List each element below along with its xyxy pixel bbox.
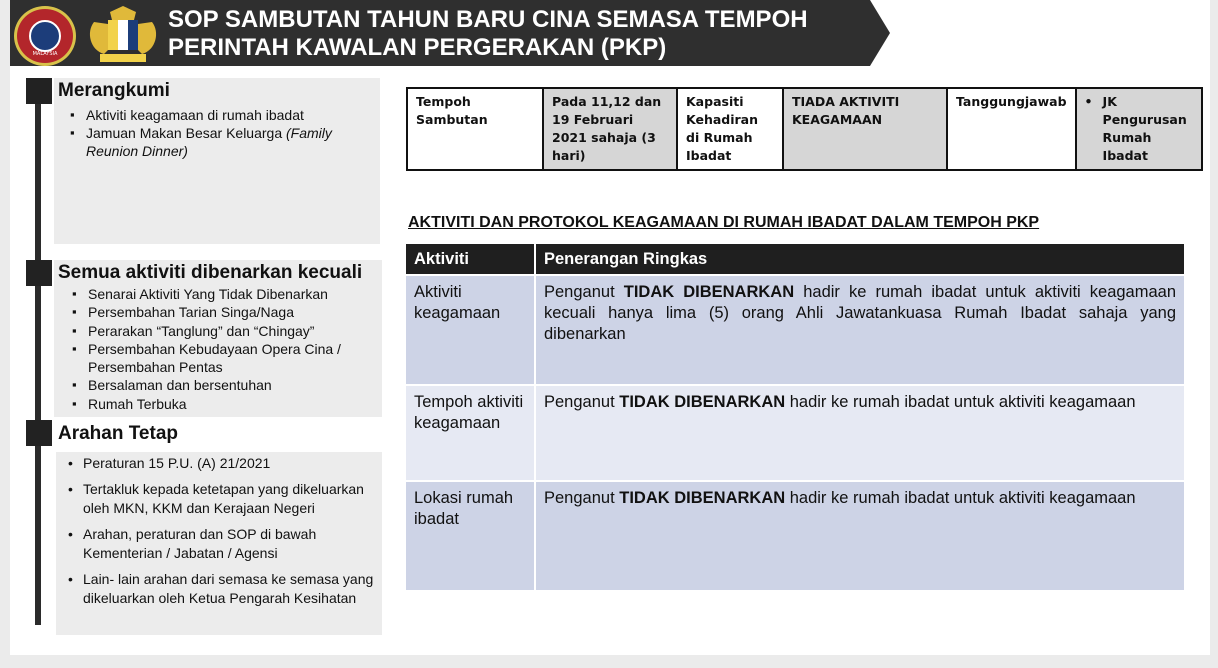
page-title-line2: PERINTAH KAWALAN PERGERAKAN (PKP) — [168, 34, 667, 61]
info-cell-text: JK Pengurusan Rumah Ibadat — [1102, 94, 1187, 163]
nsc-logo — [14, 6, 76, 66]
nsc-emblem-icon — [29, 20, 61, 52]
list-item: ▪ Perarakan “Tanglung” dan “Chingay” — [72, 322, 374, 340]
dibenarkan-list — [54, 285, 382, 413]
list-item: ▪ Senarai Aktiviti Yang Tidak Dibenarkan — [72, 285, 374, 303]
section-marker — [26, 260, 52, 286]
table-row — [406, 384, 1186, 480]
activity-cell: Tempoh aktiviti keagamaan — [406, 384, 536, 480]
nsc-logo-text: MALAYSIA — [32, 51, 58, 57]
activity-cell: Lokasi rumah ibadat — [406, 480, 536, 590]
section-box-merangkumi — [54, 104, 380, 244]
list-item: • Peraturan 15 P.U. (A) 21/2021 — [66, 454, 374, 473]
column-header: Aktiviti — [406, 244, 536, 274]
section-box-arahan — [56, 452, 382, 635]
info-cell: Pada 11,12 dan 19 Februari 2021 sahaja (3 hari) — [543, 88, 677, 170]
list-item: • Arahan, peraturan dan SOP di bawah Kementerian / Jabatan / Agensi — [66, 525, 374, 563]
activity-heading: AKTIVITI DAN PROTOKOL KEAGAMAAN DI RUMAH IBADAT DALAM TEMPOH PKP — [408, 214, 1040, 231]
list-item: • Tertakluk kepada ketetapan yang dikeluarkan oleh MKN, KKM dan Kerajaan Negeri — [66, 480, 374, 518]
list-item: ▪ Aktiviti keagamaan di rumah ibadat — [70, 106, 374, 124]
activity-cell: Aktiviti keagamaan — [406, 274, 536, 384]
table-row — [407, 88, 1202, 170]
info-cell — [1076, 88, 1202, 170]
table-row — [406, 480, 1186, 590]
arahan-list — [56, 452, 382, 608]
info-cell: Tempoh Sambutan — [407, 88, 543, 170]
activity-table — [406, 244, 1186, 590]
column-header: Penerangan Ringkas — [536, 244, 1186, 274]
info-cell: Tanggungjawab — [947, 88, 1076, 170]
merangkumi-list — [54, 104, 380, 160]
info-table — [406, 87, 1203, 171]
slide — [10, 0, 1210, 655]
list-item: ▪ Persembahan Kebudayaan Opera Cina / Persembahan Pentas — [72, 340, 374, 377]
section-marker — [26, 420, 52, 446]
timeline-bar — [35, 95, 41, 625]
description-cell: Penganut TIDAK DIBENARKAN hadir ke rumah ibadat untuk aktiviti keagamaan — [536, 480, 1186, 590]
bullet-icon: • — [1084, 94, 1093, 109]
info-cell: TIADA AKTIVITI KEAGAMAAN — [783, 88, 947, 170]
list-item: • Lain- lain arahan dari semasa ke semasa yang dikeluarkan oleh Ketua Pengarah Kesihatan — [66, 570, 374, 608]
list-item: ▪ Rumah Terbuka — [72, 395, 374, 413]
section-marker — [26, 78, 52, 104]
description-cell: Penganut TIDAK DIBENARKAN hadir ke rumah ibadat untuk aktiviti keagamaan — [536, 384, 1186, 480]
info-cell: Kapasiti Kehadiran di Rumah Ibadat — [677, 88, 783, 170]
section-title-arahan: Arahan Tetap — [58, 423, 179, 444]
list-item: ▪ Persembahan Tarian Singa/Naga — [72, 303, 374, 321]
coat-of-arms-icon — [84, 2, 162, 66]
section-title-dibenarkan: Semua aktiviti dibenarkan kecuali — [54, 260, 382, 286]
list-item: ▪ Bersalaman dan bersentuhan — [72, 376, 374, 394]
section-title-merangkumi: Merangkumi — [54, 78, 380, 104]
table-header-row — [406, 244, 1186, 274]
section-box-dibenarkan — [54, 285, 382, 417]
table-row — [406, 274, 1186, 384]
page-title — [168, 6, 808, 62]
list-item: ▪ Jamuan Makan Besar Keluarga (Family Reunion Dinner) — [70, 124, 374, 160]
page-title-line1: SOP SAMBUTAN TAHUN BARU CINA SEMASA TEMPOH — [168, 6, 808, 33]
description-cell: Penganut TIDAK DIBENARKAN hadir ke rumah ibadat untuk aktiviti keagamaan kecuali hanya lima (5) orang Ahli Jawatankuasa Rumah Ibadat sahaja yang dibenarkan — [536, 274, 1186, 384]
